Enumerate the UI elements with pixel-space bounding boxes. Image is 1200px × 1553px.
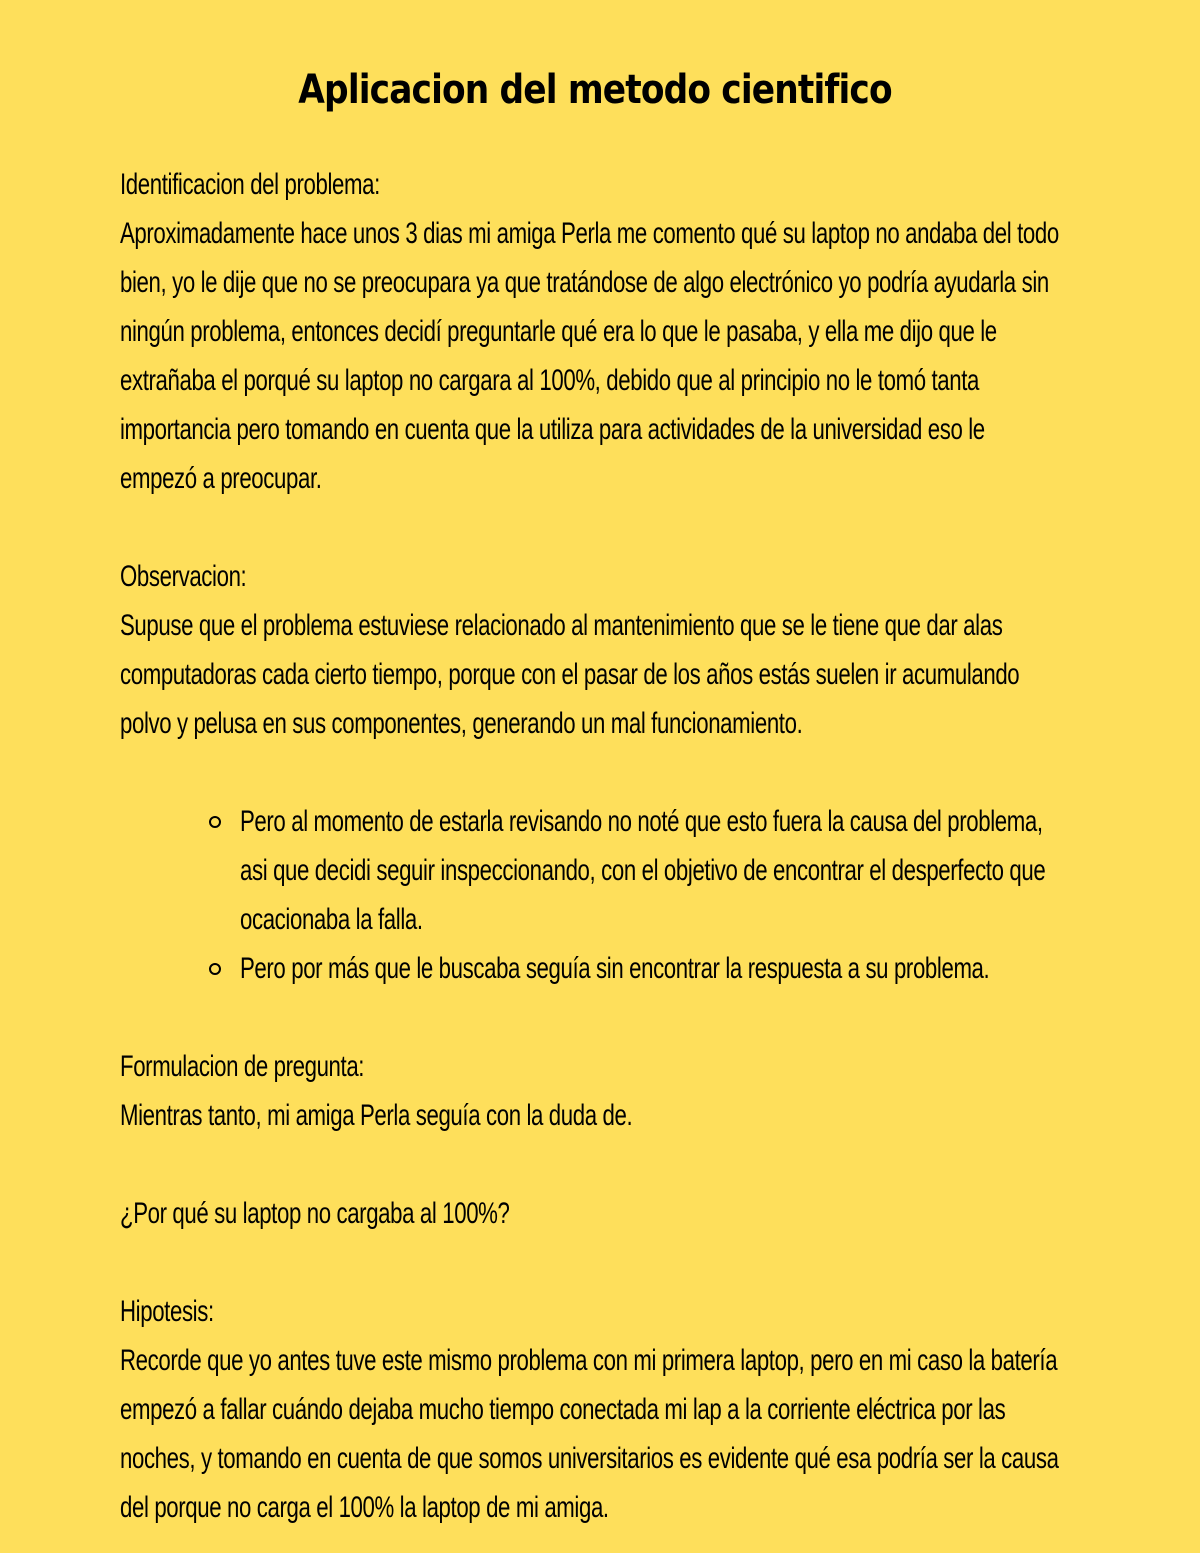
paragraph-line: bien, yo le dije que no se preocupara ya que tratándose de algo electrónico yo podría ayudarla sin xyxy=(120,266,1049,299)
paragraph-line: computadoras cada cierto tiempo, porque con el pasar de los años estás suelen ir acumulando xyxy=(120,658,1020,691)
section-hipotesis xyxy=(120,1287,1080,1532)
paragraph-line: Supuse que el problema estuviese relacionado al mantenimiento que se le tiene que dar alas xyxy=(120,609,1003,642)
section-formulacion xyxy=(120,1042,1080,1140)
bullet-list xyxy=(120,797,1080,993)
section-heading: Observacion: xyxy=(120,560,247,593)
paragraph-line: empezó a preocupar. xyxy=(120,462,322,495)
paragraph-line: importancia pero tomando en cuenta que la utiliza para actividades de la universidad eso le xyxy=(120,413,985,446)
paragraph-line: polvo y pelusa en sus componentes, generando un mal funcionamiento. xyxy=(120,707,803,740)
section-heading: Formulacion de pregunta: xyxy=(120,1050,365,1083)
section-identificacion xyxy=(120,160,1080,503)
research-question xyxy=(120,1189,1080,1238)
list-item: Pero por más que le buscaba seguía sin encontrar la respuesta a su problema. xyxy=(240,944,1080,993)
paragraph-line: empezó a fallar cuándo dejaba mucho tiempo conectada mi lap a la corriente eléctrica por las xyxy=(120,1393,1006,1426)
list-item: Pero al momento de estarla revisando no noté que esto fuera la causa del problema, xyxy=(240,797,1080,846)
paragraph-line: noches, y tomando en cuenta de que somos universitarios es evidente qué esa podría ser la causa xyxy=(120,1442,1059,1475)
paragraph-line: Aproximadamente hace unos 3 dias mi amiga Perla me comento qué su laptop no andaba del todo xyxy=(120,217,1059,250)
circle-bullet-icon xyxy=(209,816,221,828)
list-item-continuation: asi que decidi seguir inspeccionando, con el objetivo de encontrar el desperfecto que xyxy=(240,854,1046,887)
paragraph-line: del porque no carga el 100% la laptop de mi amiga. xyxy=(120,1491,609,1524)
section-heading: Hipotesis: xyxy=(120,1295,214,1328)
section-observacion xyxy=(120,552,1080,993)
list-item-continuation: ocacionaba la falla. xyxy=(240,903,423,936)
circle-bullet-icon xyxy=(209,963,221,975)
section-heading: Identificacion del problema: xyxy=(120,168,380,201)
paragraph-line: extrañaba el porqué su laptop no cargara al 100%, debido que al principio no le tomó tanta xyxy=(120,364,980,397)
paragraph-line: ningún problema, entonces decidí preguntarle qué era lo que le pasaba, y ella me dijo que le xyxy=(120,315,997,348)
paragraph-line: Mientras tanto, mi amiga Perla seguía con la duda de. xyxy=(120,1099,633,1132)
question-line: ¿Por qué su laptop no cargaba al 100%? xyxy=(120,1197,510,1230)
document-title: Aplicacion del metodo cientifico xyxy=(298,67,892,113)
document-body xyxy=(120,160,1080,1532)
paragraph-line: Recorde que yo antes tuve este mismo problema con mi primera laptop, pero en mi caso la batería xyxy=(120,1344,1058,1377)
